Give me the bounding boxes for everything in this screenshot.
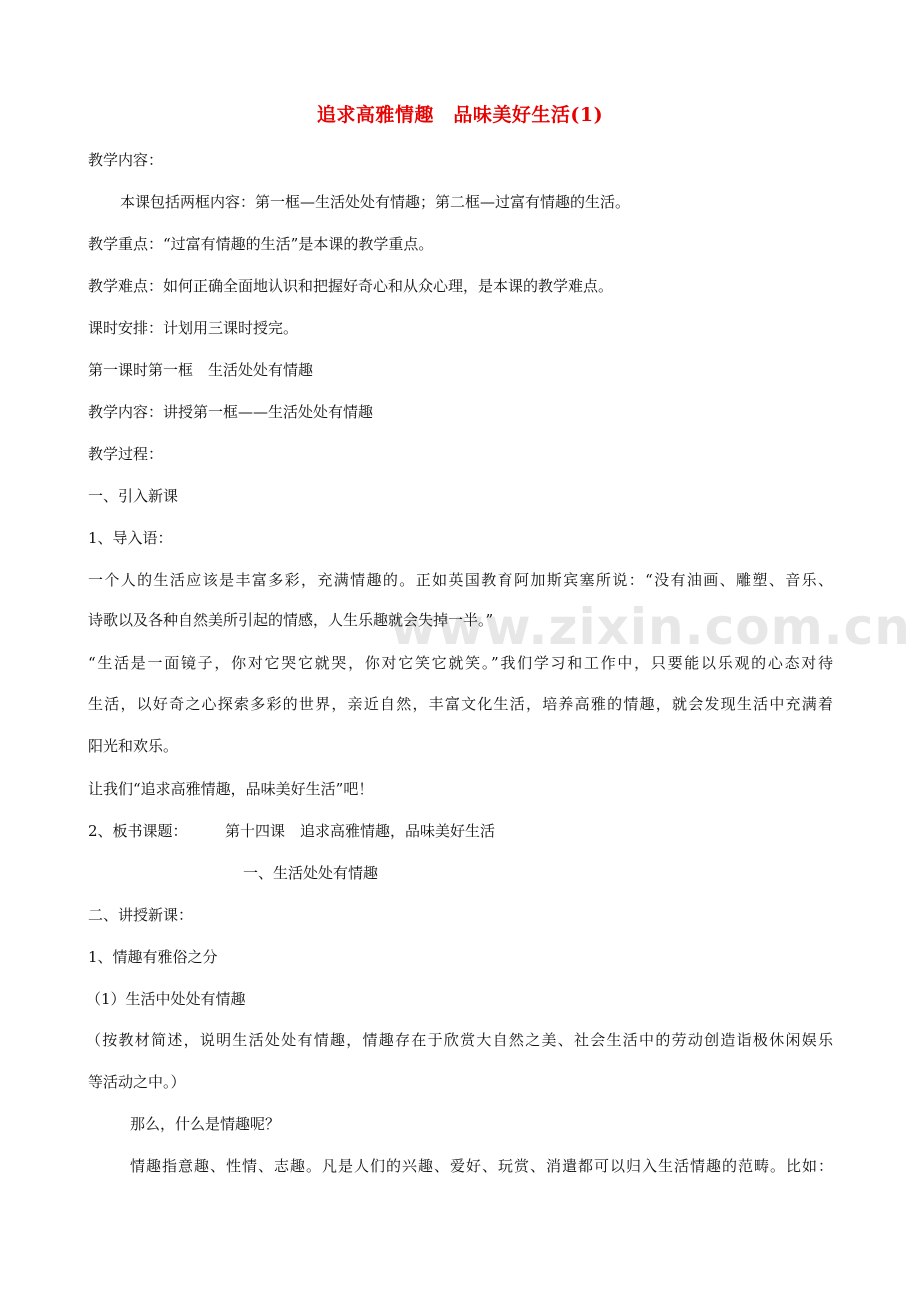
text-line: 教学重点：“过富有情趣的生活”是本课的教学重点。 [88,235,434,253]
text-line: 诗歌以及各种自然美所引起的情感，人生乐趣就会失掉一半。” [88,611,494,629]
text-line: 教学过程： [88,445,164,463]
text-line: “生活是一面镜子，你对它哭它就哭，你对它笑它就笑。”我们学习和工作中，只要能以乐观的心态对待 [88,654,833,672]
text-line: （1）生活中处处有情趣 [86,990,246,1008]
text-line: 1、导入语： [88,529,173,547]
text-line: 课时安排：计划用三课时授完。 [88,319,299,337]
text-line: 生活，以好奇之心探索多彩的世界，亲近自然，丰富文化生活，培养高雅的情趣，就会发现生活中充满着 [88,695,833,713]
text-line: 一、生活处处有情趣 [243,864,379,882]
text-line: （按教材简述，说明生活处处有情趣，情趣存在于欣赏大自然之美、社会生活中的劳动创造诣极休闲娱乐 [86,1031,833,1049]
text-line: 阳光和欢乐。 [88,737,179,755]
text-line: 第一课时第一框 生活处处有情趣 [88,361,314,379]
text-line: 情趣指意趣、性情、志趣。凡是人们的兴趣、爱好、玩赏、消遣都可以归入生活情趣的范畴。比如： [130,1157,833,1175]
text-line: 教学内容： [88,151,164,169]
text-line: 一、引入新课 [88,487,179,505]
text-line: 等活动之中。） [88,1073,186,1091]
text-line: 教学内容：讲授第一框——生活处处有情趣 [88,403,374,421]
text-line: 1、情趣有雅俗之分 [88,948,218,966]
text-line: 那么，什么是情趣呢？ [130,1115,281,1133]
text-line: 二、讲授新课： [88,906,194,924]
text-line: 2、板书课题： 第十四课 追求高雅情趣，品味美好生活 [88,822,496,840]
watermark: www.zixin.com.cn [390,598,911,656]
text-line: 本课包括两框内容：第一框—生活处处有情趣；第二框—过富有情趣的生活。 [120,193,631,211]
text-line: 让我们“追求高雅情趣，品味美好生活”吧！ [88,780,374,798]
text-line: 教学难点：如何正确全面地认识和把握好奇心和从众心理，是本课的教学难点。 [88,277,614,295]
text-line: 一个人的生活应该是丰富多彩，充满情趣的。正如英国教育阿加斯宾塞所说：“没有油画、雕塑、音乐、 [88,571,833,589]
document-title: 追求高雅情趣 品味美好生活(1) [316,104,604,126]
